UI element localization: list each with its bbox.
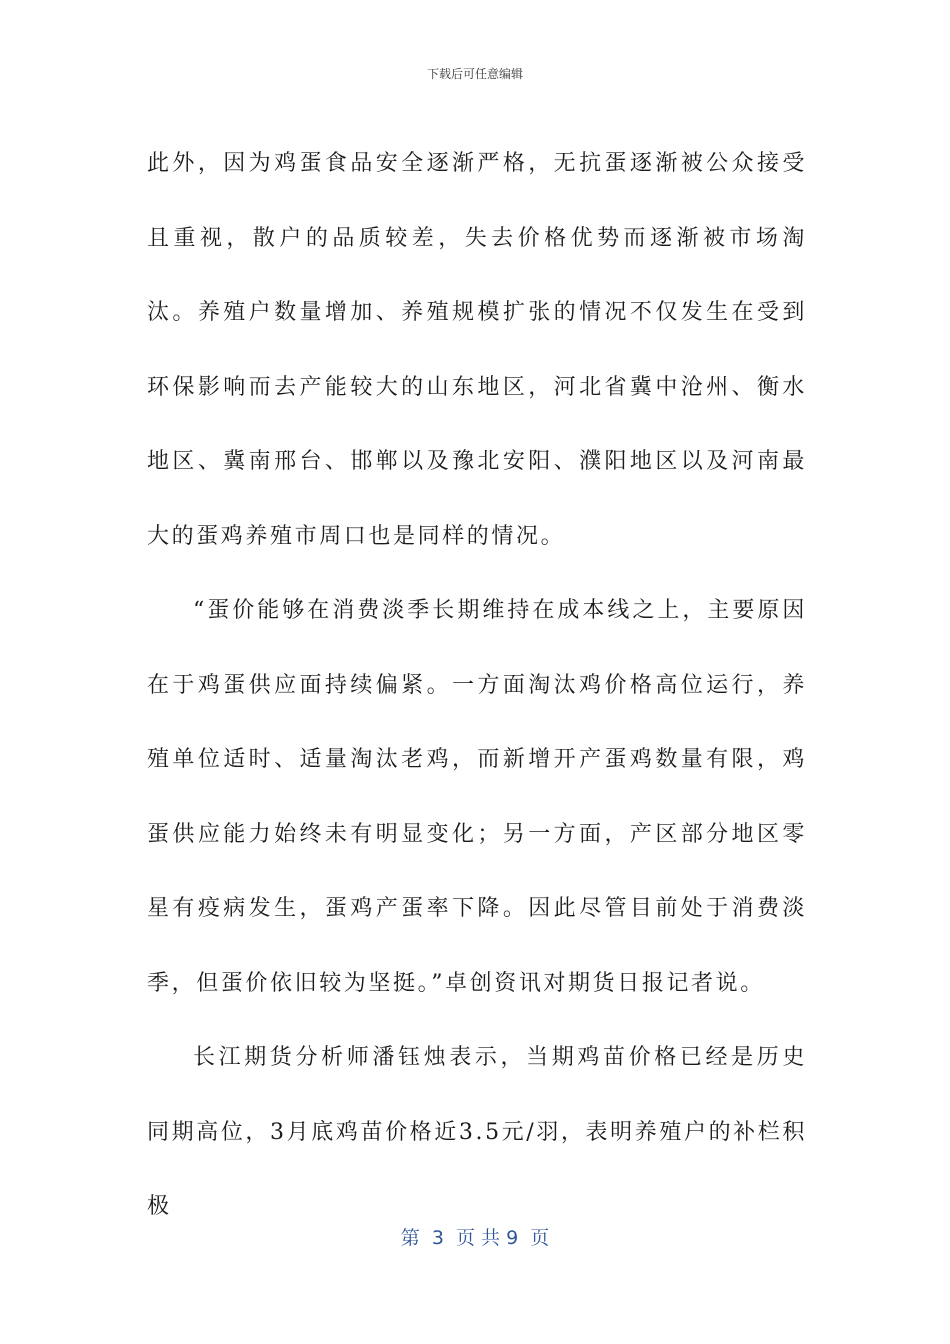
- paragraph-2: “蛋价能够在消费淡季长期维持在成本线之上，主要原因在于鸡蛋供应面持续偏紧。一方面淘汰鸡价格高位运行，养殖单位适时、适量淘汰老鸡，而新增开产蛋鸡数量有限，鸡蛋供应能力始终未有明显变化；另一方面，产区部分地区零星有疫病发生，蛋鸡产蛋率下降。因此尽管目前处于消费淡季，但蛋价依旧较为坚挺。”卓创资讯对期货日报记者说。: [147, 598, 807, 996]
- paragraph-3: 长江期货分析师潘钰烛表示，当期鸡苗价格已经是历史同期高位，3月底鸡苗价格近3.5元/羽，表明养殖户的补栏积极: [147, 1045, 807, 1219]
- paragraph-1: 此外，因为鸡蛋食品安全逐渐严格，无抗蛋逐渐被公众接受且重视，散户的品质较差，失去价格优势而逐渐被市场淘汰。养殖户数量增加、养殖规模扩张的情况不仅发生在受到环保影响而去产能较大的山东地区，河北省冀中沧州、衡水地区、冀南邢台、邯郸以及豫北安阳、濮阳地区以及河南最大的蛋鸡养殖市周口也是同样的情况。: [147, 151, 807, 549]
- page-number-footer: 第 3 页 共 9 页: [400, 1227, 550, 1249]
- page-header-note: 下载后可任意编辑: [426, 67, 523, 81]
- document-body: [147, 127, 807, 1245]
